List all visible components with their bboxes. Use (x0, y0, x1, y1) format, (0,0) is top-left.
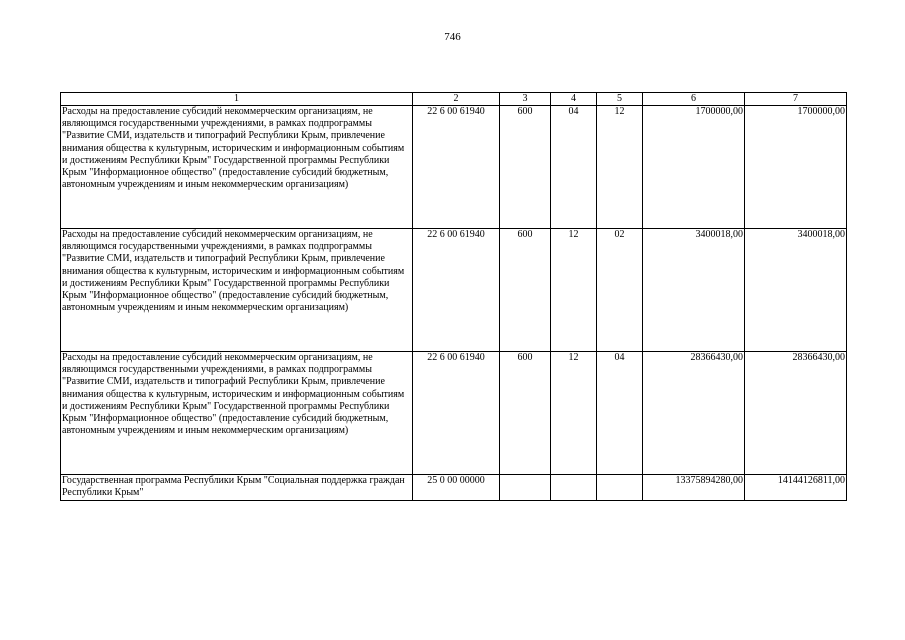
row-description: Расходы на предоставление субсидий некоммерческим организациям, не являющимся государственными учреждениями, в рамках подпрограммы "Развитие СМИ, издательств и типографий Республики Крым, привлечение внимания общества к культурным, историческим и информационным событиям и достижениям Республики Крым" Государственной программы Республики Крым "Информационное общество" (предоставление субсидий бюджетным, автономным учреждениям и иным некоммерческим организациям) (61, 106, 413, 229)
col-header-3: 3 (500, 93, 551, 106)
row-description: Расходы на предоставление субсидий некоммерческим организациям, не являющимся государственными учреждениями, в рамках подпрограммы "Развитие СМИ, издательств и типографий Республики Крым, привлечение внимания общества к культурным, историческим и информационным событиям и достижениям Республики Крым" Государственной программы Республики Крым "Информационное общество" (предоставление субсидий бюджетным, автономным учреждениям и иным некоммерческим организациям) (61, 229, 413, 352)
table-row (61, 229, 847, 352)
row-expense-type: 600 (500, 229, 551, 352)
row-expense-type: 600 (500, 106, 551, 229)
row-amount-col6: 13375894280,00 (643, 475, 745, 501)
row-subsection (597, 475, 643, 501)
row-amount-col6: 3400018,00 (643, 229, 745, 352)
row-subsection: 04 (597, 352, 643, 475)
row-expense-type: 600 (500, 352, 551, 475)
col-header-1: 1 (61, 93, 413, 106)
row-target-code: 25 0 00 00000 (413, 475, 500, 501)
table-row (61, 352, 847, 475)
col-header-4: 4 (551, 93, 597, 106)
row-section: 12 (551, 352, 597, 475)
row-section (551, 475, 597, 501)
row-target-code: 22 6 00 61940 (413, 352, 500, 475)
row-description: Расходы на предоставление субсидий некоммерческим организациям, не являющимся государственными учреждениями, в рамках подпрограммы "Развитие СМИ, издательств и типографий Республики Крым, привлечение внимания общества к культурным, историческим и информационным событиям и достижениям Республики Крым" Государственной программы Республики Крым "Информационное общество" (предоставление субсидий бюджетным, автономным учреждениям и иным некоммерческим организациям) (61, 352, 413, 475)
row-target-code: 22 6 00 61940 (413, 106, 500, 229)
table-row (61, 106, 847, 229)
row-amount-col7: 1700000,00 (745, 106, 847, 229)
row-subsection: 12 (597, 106, 643, 229)
row-amount-col7: 28366430,00 (745, 352, 847, 475)
row-amount-col7: 14144126811,00 (745, 475, 847, 501)
page-number: 746 (444, 31, 461, 43)
col-header-2: 2 (413, 93, 500, 106)
col-header-6: 6 (643, 93, 745, 106)
col-header-7: 7 (745, 93, 847, 106)
row-description: Государственная программа Республики Крым "Социальная поддержка граждан Республики Крым" (61, 475, 413, 501)
header-row (61, 93, 847, 106)
budget-table (60, 92, 847, 501)
row-amount-col7: 3400018,00 (745, 229, 847, 352)
row-expense-type (500, 475, 551, 501)
row-amount-col6: 1700000,00 (643, 106, 745, 229)
row-section: 04 (551, 106, 597, 229)
table-row (61, 475, 847, 501)
row-amount-col6: 28366430,00 (643, 352, 745, 475)
row-target-code: 22 6 00 61940 (413, 229, 500, 352)
row-section: 12 (551, 229, 597, 352)
row-subsection: 02 (597, 229, 643, 352)
col-header-5: 5 (597, 93, 643, 106)
